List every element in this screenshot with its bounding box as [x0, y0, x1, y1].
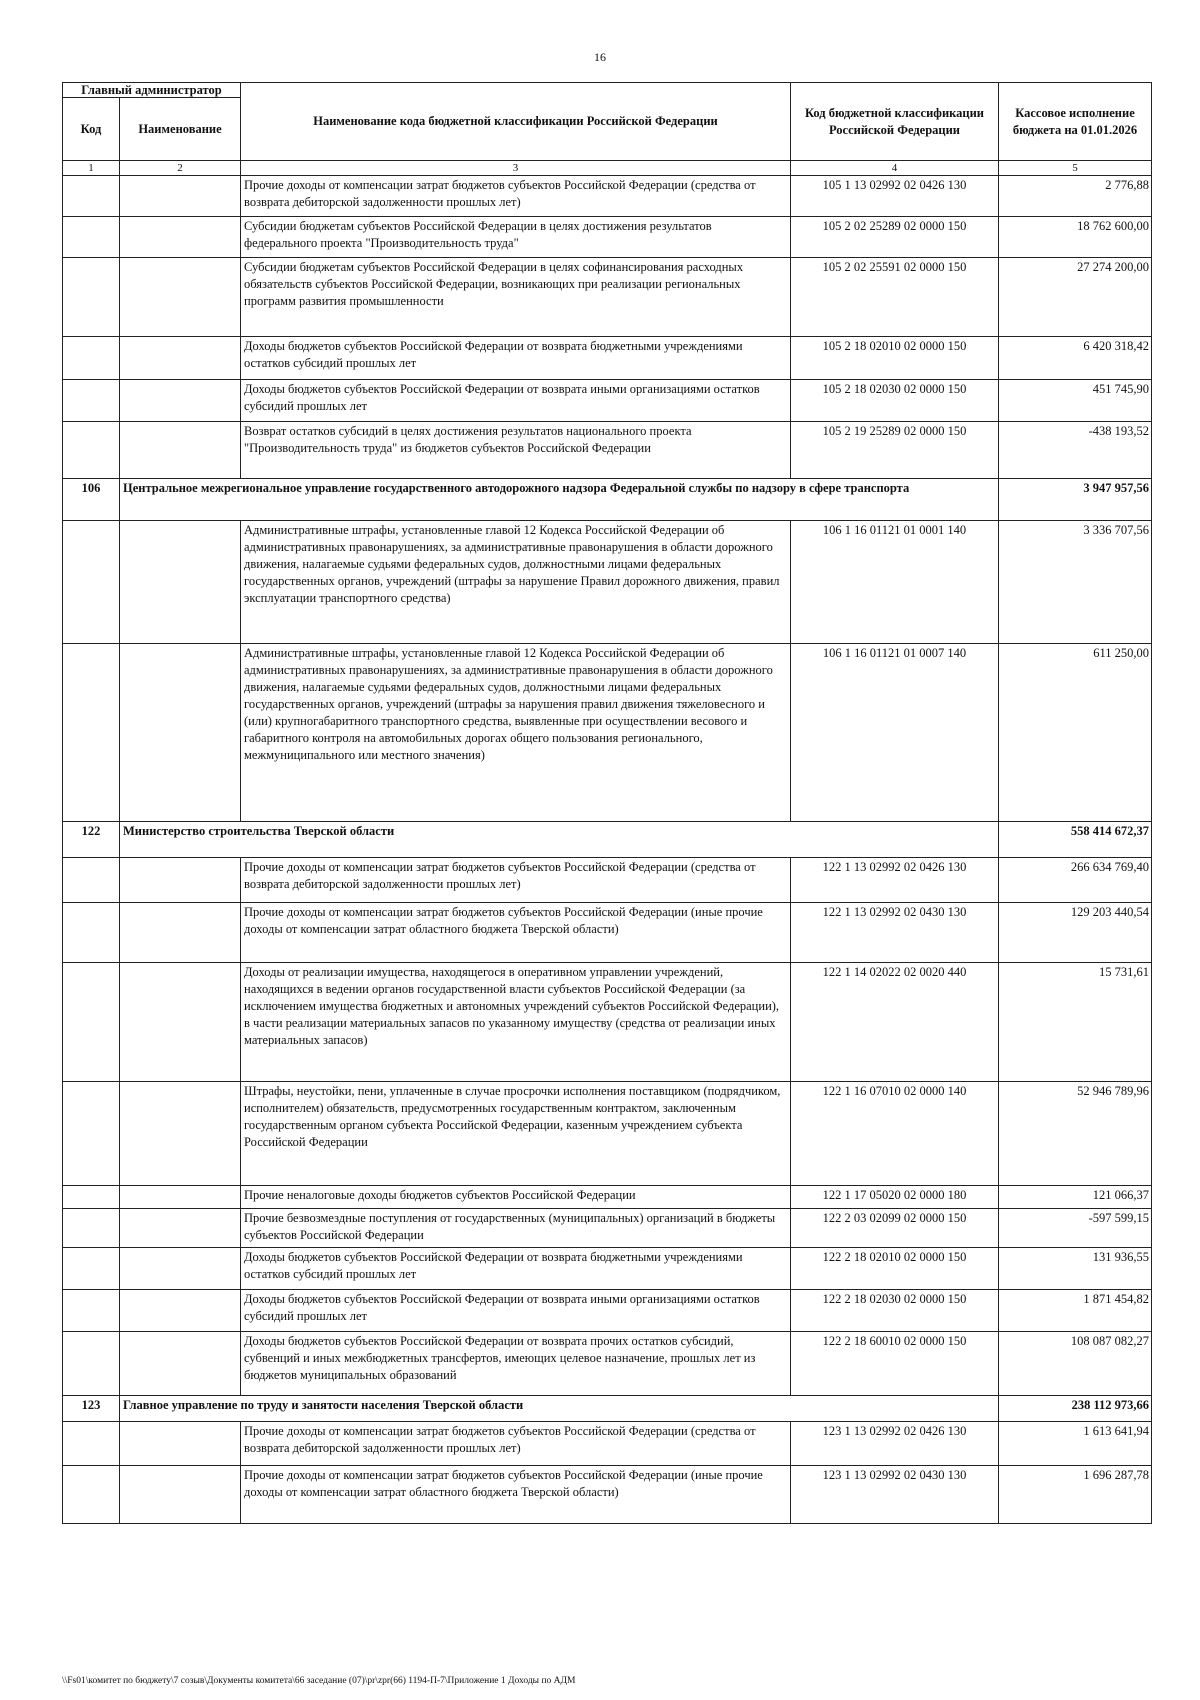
income-description: Прочие безвозмездные поступления от государственных (муниципальных) организаций в бюджеты субъектов Российской Федерации: [241, 1209, 791, 1248]
income-description: Возврат остатков субсидий в целях достижения результатов национального проекта "Производительность труда" из бюджетов субъектов Российской Федерации: [241, 422, 791, 479]
budget-code: 122 1 17 05020 02 0000 180: [791, 1186, 999, 1209]
amount: 2 776,88: [999, 176, 1152, 217]
table-row: [63, 1248, 1152, 1290]
budget-code: 105 2 18 02030 02 0000 150: [791, 380, 999, 422]
budget-code: 122 1 13 02992 02 0426 130: [791, 858, 999, 903]
budget-code: 122 2 03 02099 02 0000 150: [791, 1209, 999, 1248]
table-row: [63, 217, 1152, 258]
amount: 129 203 440,54: [999, 903, 1152, 963]
administrator-total: 238 112 973,66: [999, 1396, 1152, 1422]
amount: 108 087 082,27: [999, 1332, 1152, 1396]
amount: 611 250,00: [999, 644, 1152, 822]
table-row: [63, 1209, 1152, 1248]
table-row: [63, 1290, 1152, 1332]
page-number: 16: [594, 50, 606, 64]
income-description: Прочие доходы от компенсации затрат бюджетов субъектов Российской Федерации (средства от возврата дебиторской задолженности прошлых лет): [241, 858, 791, 903]
amount: -438 193,52: [999, 422, 1152, 479]
income-description: Прочие доходы от компенсации затрат бюджетов субъектов Российской Федерации (иные прочие доходы от компенсации затрат областного бюджета Тверской области): [241, 1466, 791, 1524]
administrator-row: [63, 822, 1152, 858]
budget-code: 122 2 18 02030 02 0000 150: [791, 1290, 999, 1332]
administrator-total: 3 947 957,56: [999, 479, 1152, 521]
amount: 1 696 287,78: [999, 1466, 1152, 1524]
table-row: [63, 422, 1152, 479]
amount: 121 066,37: [999, 1186, 1152, 1209]
amount: 52 946 789,96: [999, 1082, 1152, 1186]
budget-code: 123 1 13 02992 02 0426 130: [791, 1422, 999, 1466]
header-chief-admin: Главный администратор: [63, 83, 241, 98]
column-number-row: [63, 161, 1152, 176]
income-description: Субсидии бюджетам субъектов Российской Федерации в целях софинансирования расходных обязательств субъектов Российской Федерации, возникающих при реализации региональных программ развития промышленности: [241, 258, 791, 337]
footer-file-path: \\Fs01\комитет по бюджету\7 созыв\Документы комитета\66 заседание (07)\pr\zpr(66) 1194-П-7\Приложение 1 Доходы по АДМ: [62, 1676, 576, 1686]
budget-code: 106 1 16 01121 01 0001 140: [791, 521, 999, 644]
budget-code: 122 1 13 02992 02 0430 130: [791, 903, 999, 963]
amount: 1 613 641,94: [999, 1422, 1152, 1466]
table-row: [63, 903, 1152, 963]
income-description: Прочие доходы от компенсации затрат бюджетов субъектов Российской Федерации (иные прочие доходы от компенсации затрат областного бюджета Тверской области): [241, 903, 791, 963]
amount: 451 745,90: [999, 380, 1152, 422]
header-code: Код: [63, 98, 120, 161]
administrator-row: [63, 479, 1152, 521]
column-number: 3: [241, 161, 791, 176]
income-description: Доходы бюджетов субъектов Российской Федерации от возврата бюджетными учреждениями остатков субсидий прошлых лет: [241, 1248, 791, 1290]
amount: 15 731,61: [999, 963, 1152, 1082]
table-row: [63, 858, 1152, 903]
income-description: Доходы бюджетов субъектов Российской Федерации от возврата иными организациями остатков субсидий прошлых лет: [241, 380, 791, 422]
table-row: [63, 176, 1152, 217]
header-name: Наименование: [120, 98, 241, 161]
income-description: Штрафы, неустойки, пени, уплаченные в случае просрочки исполнения поставщиком (подрядчиком, исполнителем) обязательств, предусмотренных государственным контрактом, заключенным государственным органом субъекта Российской Федерации, казенным учреждением субъекта Российской Федерации: [241, 1082, 791, 1186]
budget-table: [62, 82, 1152, 1524]
table-row: [63, 521, 1152, 644]
budget-code: 106 1 16 01121 01 0007 140: [791, 644, 999, 822]
budget-code: 122 2 18 60010 02 0000 150: [791, 1332, 999, 1396]
table-row: [63, 337, 1152, 380]
amount: 131 936,55: [999, 1248, 1152, 1290]
income-description: Прочие неналоговые доходы бюджетов субъектов Российской Федерации: [241, 1186, 791, 1209]
administrator-total: 558 414 672,37: [999, 822, 1152, 858]
header-execution: Кассовое исполнение бюджета на 01.01.2026: [999, 83, 1152, 161]
administrator-code: 106: [63, 479, 120, 521]
income-description: Доходы бюджетов субъектов Российской Федерации от возврата бюджетными учреждениями остатков субсидий прошлых лет: [241, 337, 791, 380]
column-number: 2: [120, 161, 241, 176]
table-row: [63, 1466, 1152, 1524]
budget-code: 105 2 02 25289 02 0000 150: [791, 217, 999, 258]
table-row: [63, 1186, 1152, 1209]
income-description: Административные штрафы, установленные главой 12 Кодекса Российской Федерации об административных правонарушениях, за административные правонарушения в области дорожного движения, налагаемые судьями федеральных судов, должностными лицами федеральных государственных органов, учреждений (штрафы за нарушение Правил дорожного движения, правил эксплуатации транспортного средства): [241, 521, 791, 644]
amount: 6 420 318,42: [999, 337, 1152, 380]
header-bc-name: Наименование кода бюджетной классификации Российской Федерации: [241, 83, 791, 161]
income-description: Прочие доходы от компенсации затрат бюджетов субъектов Российской Федерации (средства от возврата дебиторской задолженности прошлых лет): [241, 176, 791, 217]
table-row: [63, 380, 1152, 422]
table-row: [63, 963, 1152, 1082]
income-description: Субсидии бюджетам субъектов Российской Федерации в целях достижения результатов федерального проекта "Производительность труда": [241, 217, 791, 258]
budget-code: 105 1 13 02992 02 0426 130: [791, 176, 999, 217]
amount: 1 871 454,82: [999, 1290, 1152, 1332]
income-description: Прочие доходы от компенсации затрат бюджетов субъектов Российской Федерации (средства от возврата дебиторской задолженности прошлых лет): [241, 1422, 791, 1466]
administrator-name: Центральное межрегиональное управление государственного автодорожного надзора Федеральной службы по надзору в сфере транспорта: [120, 479, 999, 521]
administrator-code: 122: [63, 822, 120, 858]
administrator-row: [63, 1396, 1152, 1422]
amount: 3 336 707,56: [999, 521, 1152, 644]
amount: 18 762 600,00: [999, 217, 1152, 258]
budget-code: 122 1 14 02022 02 0020 440: [791, 963, 999, 1082]
administrator-name: Министерство строительства Тверской области: [120, 822, 999, 858]
column-number: 1: [63, 161, 120, 176]
income-description: Доходы от реализации имущества, находящегося в оперативном управлении учреждений, находящихся в ведении органов государственной власти субъектов Российской Федерации (за исключением имущества бюджетных и автономных учреждений субъектов Российской Федерации), в части реализации материальных запасов по указанному имуществу (средства от реализации иных материальных запасов): [241, 963, 791, 1082]
budget-code: 105 2 19 25289 02 0000 150: [791, 422, 999, 479]
income-description: Доходы бюджетов субъектов Российской Федерации от возврата иными организациями остатков субсидий прошлых лет: [241, 1290, 791, 1332]
amount: 266 634 769,40: [999, 858, 1152, 903]
administrator-name: Главное управление по труду и занятости населения Тверской области: [120, 1396, 999, 1422]
budget-code: 123 1 13 02992 02 0430 130: [791, 1466, 999, 1524]
budget-code: 105 2 18 02010 02 0000 150: [791, 337, 999, 380]
budget-code: 122 1 16 07010 02 0000 140: [791, 1082, 999, 1186]
amount: -597 599,15: [999, 1209, 1152, 1248]
table-row: [63, 1332, 1152, 1396]
table-row: [63, 1422, 1152, 1466]
income-description: Административные штрафы, установленные главой 12 Кодекса Российской Федерации об административных правонарушениях, за административные правонарушения в области дорожного движения, налагаемые судьями федеральных судов, должностными лицами федеральных государственных органов, учреждений (штрафы за нарушения правил движения тяжеловесного и (или) крупногабаритного транспортного средства, выявленные при осуществлении весового и габаритного контроля на автомобильных дорогах общего пользования регионального, межмуниципального или местного значения): [241, 644, 791, 822]
budget-code: 122 2 18 02010 02 0000 150: [791, 1248, 999, 1290]
header-bc-code: Код бюджетной классификации Российской Федерации: [791, 83, 999, 161]
table-row: [63, 1082, 1152, 1186]
administrator-code: 123: [63, 1396, 120, 1422]
table-row: [63, 644, 1152, 822]
budget-code: 105 2 02 25591 02 0000 150: [791, 258, 999, 337]
amount: 27 274 200,00: [999, 258, 1152, 337]
income-description: Доходы бюджетов субъектов Российской Федерации от возврата прочих остатков субсидий, субвенций и иных межбюджетных трансфертов, имеющих целевое назначение, прошлых лет из бюджетов муниципальных образований: [241, 1332, 791, 1396]
column-number: 5: [999, 161, 1152, 176]
column-number: 4: [791, 161, 999, 176]
table-row: [63, 258, 1152, 337]
